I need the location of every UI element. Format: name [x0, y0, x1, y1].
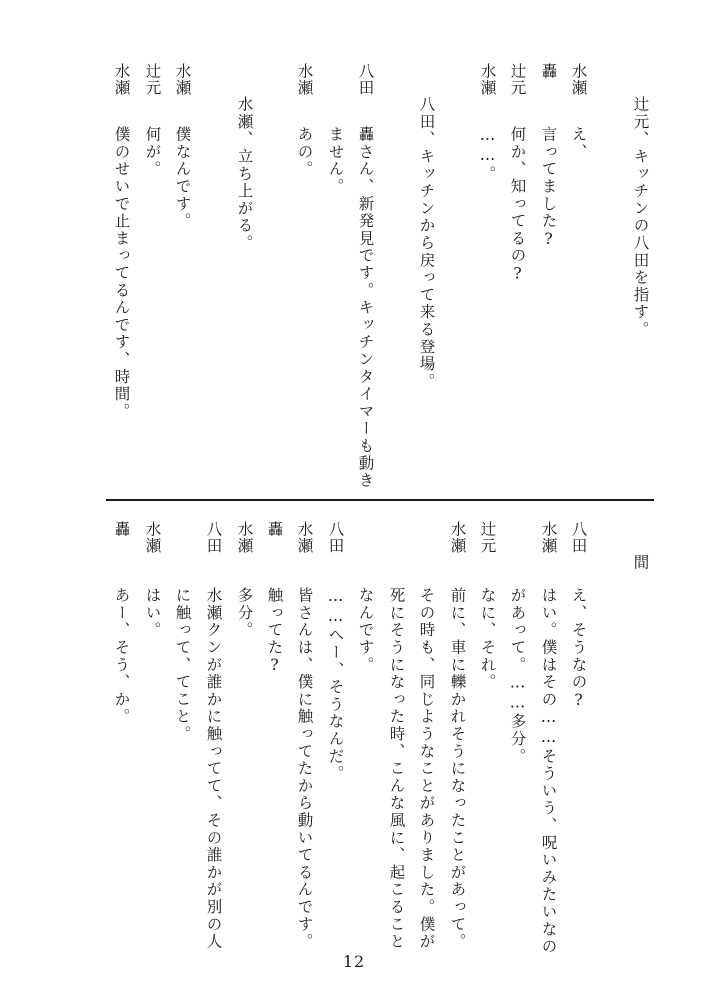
speaker-name: 八田: [569, 521, 588, 554]
dialogue-line: はい。僕はその……そういう、呪いみたいなの: [539, 587, 558, 956]
speaker-name: 水瀬: [112, 63, 131, 96]
speaker-name: 水瀬: [539, 521, 558, 554]
pause-direction: 間: [631, 554, 650, 572]
speaker-name: 轟: [112, 521, 131, 538]
dialogue-line: ……へー、そうなんだ。: [326, 587, 345, 783]
dialogue-line: 言ってました?: [539, 126, 558, 250]
dialogue-line: 皆さんは、僕に触ってたから動いてるんです。: [295, 587, 314, 951]
dialogue-line: 触ってた?: [265, 587, 284, 676]
dialogue-line: 多分。: [235, 587, 254, 639]
speaker-name: 辻元: [508, 63, 527, 96]
dialogue-line: 僕のせいで止まってるんです、時間。: [112, 126, 131, 421]
dialogue-line: 前に、車に轢かれそうになったことがあって。: [448, 587, 467, 951]
dialogue-line: 僕なんです。: [173, 126, 192, 230]
dialogue-line: あの。: [295, 126, 314, 178]
dialogue-line: 水瀬クンが誰かに触ってて、その誰かが別の人: [204, 587, 223, 951]
dialogue-line: なんです。: [356, 587, 375, 674]
stage-direction: 辻元、キッチンの八田を指す。: [631, 96, 650, 339]
dialogue-line: に触って、てこと。: [173, 587, 192, 743]
speaker-name: 八田: [204, 521, 223, 554]
speaker-name: 水瀬: [295, 521, 314, 554]
section-divider: [106, 499, 654, 501]
speaker-name: 水瀬: [173, 63, 192, 96]
speaker-name: 水瀬: [569, 63, 588, 96]
speaker-name: 轟: [265, 521, 284, 538]
speaker-name: 辻元: [478, 521, 497, 554]
dialogue-line: え、そうなの?: [569, 587, 588, 711]
dialogue-line: 何か、知ってるの?: [508, 126, 527, 285]
dialogue-line: があって。……多分。: [508, 587, 527, 765]
speaker-name: 八田: [326, 521, 345, 554]
speaker-name: 辻元: [143, 63, 162, 96]
speaker-name: 轟: [539, 63, 558, 80]
stage-direction: 水瀬、立ち上がる。: [235, 96, 254, 252]
dialogue-line: 何が。: [143, 126, 162, 178]
speaker-name: 水瀬: [478, 63, 497, 96]
dialogue-line: ません。: [326, 126, 345, 196]
speaker-name: 水瀬: [295, 63, 314, 96]
dialogue-line: あー、そう、か。: [112, 587, 131, 726]
speaker-name: 水瀬: [448, 521, 467, 554]
page-number: 12: [342, 952, 366, 971]
speaker-name: 水瀬: [143, 521, 162, 554]
dialogue-line: 死にそうになった時、こんな風に、起こること: [387, 587, 406, 951]
dialogue-line: はい。: [143, 587, 162, 639]
dialogue-line: 轟さん、新発見です。キッチンタイマーも動き: [356, 126, 375, 490]
dialogue-line: なに、それ。: [478, 587, 497, 691]
speaker-name: 水瀬: [235, 521, 254, 554]
speaker-name: 八田: [356, 63, 375, 96]
stage-direction: 八田、キッチンから戻って来る登場。: [417, 96, 436, 391]
dialogue-line: その時も、同じようなことがありました。僕が: [417, 587, 436, 951]
dialogue-line: え、: [569, 126, 588, 161]
dialogue-line: ……。: [478, 126, 497, 183]
